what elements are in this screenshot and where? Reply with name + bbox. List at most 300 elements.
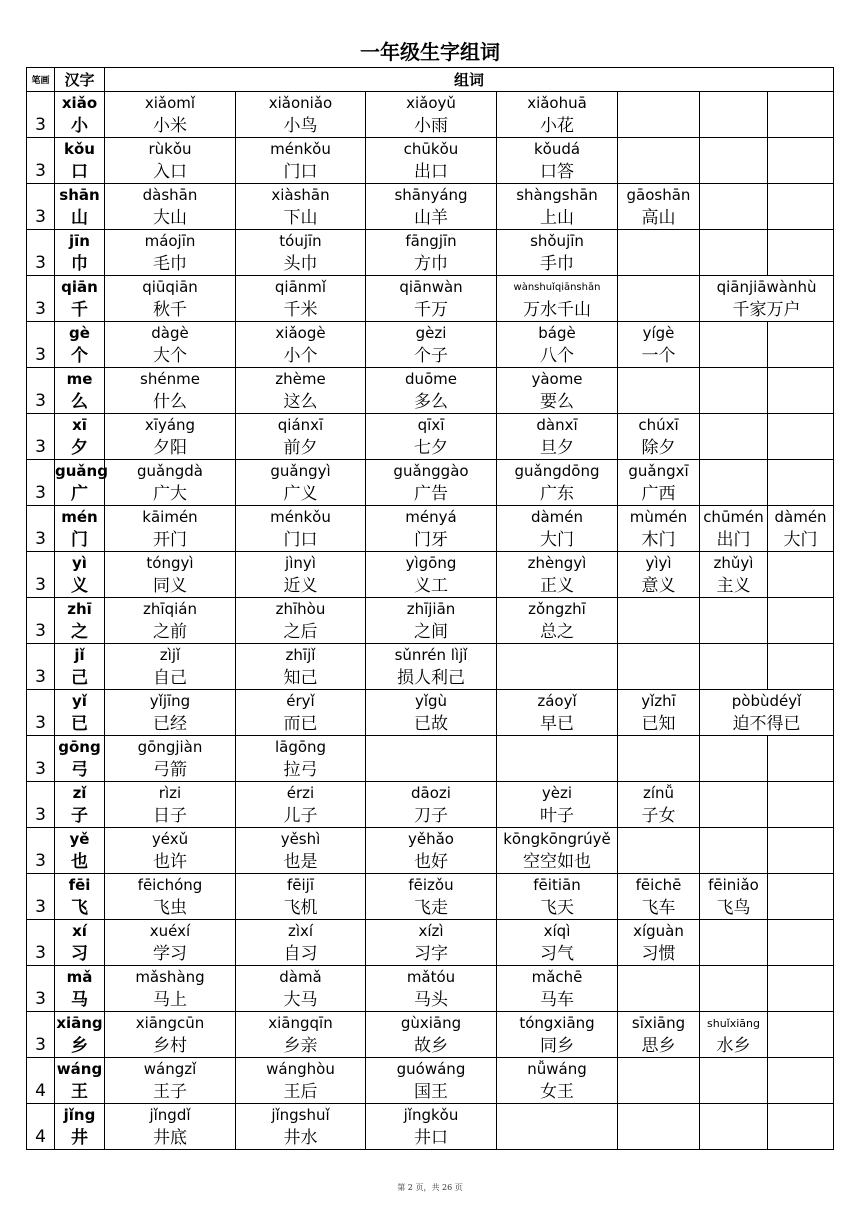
stroke-count: 3 [35,621,46,641]
table-row [27,690,834,736]
word-hanzi: 正义 [540,576,574,596]
character-pinyin: xī [72,416,87,434]
word-pinyin: yǐjīng [149,692,191,710]
word-pinyin: xuéxí [149,922,191,940]
word-hanzi: 木门 [641,530,676,550]
word-pinyin: shàngshān [516,186,598,204]
stroke-count-cell [27,736,55,782]
word-cell [105,552,236,598]
word-pinyin: zhījiān [406,600,456,618]
word-cell [366,230,497,276]
word-pinyin: kǒudá [533,140,581,158]
word-hanzi: 井底 [153,1128,187,1148]
word-cell [366,92,497,138]
word-cell [105,828,236,874]
word-pinyin: gùxiāng [400,1014,462,1032]
word-hanzi: 广大 [153,484,187,504]
word-cell [236,690,366,736]
word-cell [236,414,366,460]
word-cell [366,644,497,690]
word-cell [618,368,700,414]
table-row [27,782,834,828]
word-pinyin: xíqì [543,922,571,940]
word-hanzi: 王后 [283,1082,318,1102]
word-pinyin: xiàshān [271,186,330,204]
word-cell [768,598,834,644]
word-pinyin: fēichóng [137,876,203,894]
word-hanzi: 大门 [783,530,818,550]
stroke-count: 3 [35,299,46,319]
character-pinyin: xiǎo [61,94,98,112]
word-cell [236,1104,366,1150]
word-hanzi: 井水 [283,1128,318,1148]
word-cell [105,230,236,276]
stroke-count: 3 [35,161,46,181]
page-title: 一年级生字组词 [360,40,500,64]
character-hanzi: 弓 [71,760,88,780]
word-hanzi: 出门 [716,530,751,550]
stroke-count: 3 [35,713,46,733]
word-cell [700,874,768,920]
word-hanzi: 义工 [414,576,448,596]
word-cell [105,874,236,920]
word-cell [497,1012,618,1058]
word-pinyin: dàshān [142,186,198,204]
word-cell [618,920,700,966]
word-hanzi: 已经 [153,714,187,734]
word-hanzi: 刀子 [414,806,448,826]
word-cell [105,690,236,736]
word-hanzi: 知己 [283,668,318,688]
word-cell [366,782,497,828]
word-cell [700,920,768,966]
word-pinyin: yígè [642,324,675,342]
word-hanzi: 飞天 [540,898,574,918]
word-cell [366,966,497,1012]
word-cell [236,92,366,138]
word-hanzi: 手巾 [540,254,574,274]
character-pinyin: zǐ [72,784,87,802]
word-cell [105,966,236,1012]
word-cell [768,414,834,460]
word-hanzi: 广告 [414,484,448,504]
word-pinyin: tóujīn [279,232,322,250]
word-hanzi: 迫不得已 [732,714,801,734]
word-pinyin [768,920,833,943]
word-cell [618,598,700,644]
word-pinyin: yìyì [645,554,672,572]
word-hanzi: 高山 [641,208,676,228]
table-row [27,368,834,414]
word-pinyin [700,644,767,667]
stroke-count-cell [27,506,55,552]
word-cell [105,322,236,368]
word-pinyin: xíguàn [633,922,684,940]
word-cell [236,552,366,598]
word-cell [768,828,834,874]
word-pinyin [768,782,833,805]
stroke-count-cell [27,322,55,368]
word-pinyin: jǐngkǒu [403,1106,459,1124]
word-pinyin: xiāngqīn [268,1014,333,1032]
word-cell [497,598,618,644]
character-hanzi: 之 [71,622,88,642]
character-hanzi: 门 [71,530,88,550]
word-hanzi: 损人利己 [397,668,465,688]
word-hanzi: 习字 [414,944,448,964]
word-pinyin: qiánxī [277,416,324,434]
word-hanzi: 之间 [414,622,448,642]
word-cell [366,322,497,368]
character-cell [55,368,105,414]
stroke-count-cell [27,368,55,414]
word-pinyin: kōngkōngrúyě [503,830,611,848]
word-pinyin: fēitiān [533,876,581,894]
word-pinyin [618,736,699,759]
word-pinyin: zhèngyì [527,554,587,572]
word-hanzi: 也好 [414,852,448,872]
word-pinyin [700,1104,767,1127]
word-cell [497,414,618,460]
word-pinyin: dāozi [411,784,451,802]
character-cell [55,966,105,1012]
word-pinyin: yǐzhī [641,692,676,710]
word-cell [618,690,700,736]
character-pinyin: qiān [61,278,98,296]
word-pinyin: ménkǒu [270,508,331,526]
word-hanzi: 已故 [414,714,448,734]
word-pinyin [700,368,767,391]
word-cell [618,828,700,874]
character-hanzi: 乡 [71,1036,88,1056]
word-pinyin [768,1012,833,1035]
word-hanzi: 秋千 [153,300,187,320]
word-hanzi: 七夕 [414,438,448,458]
stroke-count-cell [27,690,55,736]
word-cell [768,1058,834,1104]
word-pinyin [618,92,699,115]
word-pinyin: chúxī [638,416,679,434]
word-cell [618,414,700,460]
word-cell [366,1058,497,1104]
header-stroke: 笔画 [27,68,55,92]
word-pinyin: shānyáng [394,186,468,204]
table-row [27,1058,834,1104]
word-cell [700,322,768,368]
word-cell [366,552,497,598]
word-pinyin [700,920,767,943]
character-cell [55,920,105,966]
word-pinyin [768,230,833,253]
character-cell [55,184,105,230]
word-pinyin [618,138,699,161]
word-pinyin [700,598,767,621]
character-cell [55,1104,105,1150]
word-hanzi: 开门 [153,530,187,550]
stroke-count: 3 [35,483,46,503]
word-hanzi: 除夕 [641,438,676,458]
word-cell [366,368,497,414]
table-row [27,552,834,598]
character-cell [55,414,105,460]
stroke-count: 3 [35,1035,46,1055]
character-pinyin: mén [61,508,98,526]
stroke-count: 3 [35,207,46,227]
word-cell [497,552,618,598]
word-pinyin [700,828,767,851]
word-cell [700,92,768,138]
word-hanzi: 早已 [540,714,574,734]
character-hanzi: 马 [71,990,88,1010]
character-cell [55,644,105,690]
word-pinyin: jǐngdǐ [149,1106,191,1124]
word-pinyin [768,828,833,851]
word-hanzi: 大马 [283,990,318,1010]
word-pinyin [768,1104,833,1127]
word-hanzi: 八个 [540,346,574,366]
word-cell [768,368,834,414]
word-cell [497,184,618,230]
word-hanzi: 意义 [641,576,676,596]
character-pinyin: shān [59,186,100,204]
word-hanzi: 子女 [641,806,676,826]
word-pinyin: zǒngzhī [528,600,586,618]
word-cell [497,230,618,276]
word-cell [366,460,497,506]
word-cell [700,690,834,736]
word-cell [700,276,834,322]
word-hanzi: 山羊 [414,208,448,228]
character-pinyin: yì [72,554,87,572]
word-pinyin [618,230,699,253]
character-hanzi: 井 [71,1128,88,1148]
word-hanzi: 同义 [153,576,187,596]
word-pinyin: mǎshàng [135,968,205,986]
word-hanzi: 之后 [283,622,318,642]
word-pinyin: sīxiāng [631,1014,686,1032]
word-cell [497,828,618,874]
stroke-count-cell [27,92,55,138]
word-pinyin [768,184,833,207]
word-hanzi: 总之 [540,622,574,642]
word-pinyin [700,460,767,483]
stroke-count-cell [27,414,55,460]
word-pinyin: guǎngyì [270,462,331,480]
word-pinyin: zhème [275,370,326,388]
word-hanzi: 下山 [283,208,318,228]
word-pinyin: xiǎomǐ [144,94,196,112]
word-pinyin: wànshuǐqiānshān [513,282,601,293]
word-cell [236,506,366,552]
word-hanzi: 乡村 [153,1036,187,1056]
word-cell [236,644,366,690]
word-pinyin [618,966,699,989]
word-pinyin: gāoshān [626,186,691,204]
word-pinyin [768,138,833,161]
word-pinyin: yěhǎo [408,830,454,848]
word-hanzi: 毛巾 [153,254,187,274]
word-hanzi: 马头 [414,990,448,1010]
word-pinyin [768,874,833,897]
stroke-count: 3 [35,529,46,549]
word-pinyin: guǎngxī [628,462,689,480]
word-cell [700,184,768,230]
word-hanzi: 主义 [716,576,751,596]
word-cell [105,1012,236,1058]
word-pinyin: gōngjiàn [137,738,203,756]
word-cell [618,966,700,1012]
word-hanzi: 头巾 [283,254,318,274]
word-hanzi: 出口 [414,162,448,182]
word-pinyin [768,1058,833,1081]
word-hanzi: 飞走 [414,898,448,918]
word-pinyin: xiǎoyǔ [406,94,456,112]
word-cell [700,736,768,782]
word-pinyin [700,184,767,207]
word-hanzi: 同乡 [540,1036,574,1056]
word-pinyin [366,736,496,759]
word-pinyin [700,322,767,345]
word-cell [618,92,700,138]
word-table [26,67,834,1150]
word-cell [236,598,366,644]
word-pinyin [700,782,767,805]
word-hanzi: 之前 [153,622,187,642]
word-cell [618,736,700,782]
word-pinyin: wángzǐ [143,1060,197,1078]
word-cell [497,506,618,552]
word-hanzi: 自己 [153,668,187,688]
word-pinyin [618,276,699,299]
word-cell [768,736,834,782]
character-cell [55,92,105,138]
stroke-count-cell [27,874,55,920]
word-pinyin: zhīqián [143,600,197,618]
word-pinyin: záoyǐ [537,692,577,710]
character-pinyin: kǒu [64,140,95,158]
word-hanzi: 而已 [283,714,318,734]
word-cell [236,138,366,184]
word-cell [366,828,497,874]
word-pinyin [768,966,833,989]
word-hanzi: 千家万户 [732,300,801,320]
word-hanzi: 旦夕 [540,438,574,458]
word-pinyin [497,644,617,667]
stroke-count: 3 [35,851,46,871]
word-pinyin: xiǎogè [275,324,326,342]
table-row [27,828,834,874]
table-row [27,920,834,966]
word-hanzi: 广东 [540,484,574,504]
stroke-count: 3 [35,759,46,779]
word-pinyin [700,92,767,115]
word-cell [236,184,366,230]
word-pinyin: ménkǒu [270,140,331,158]
word-pinyin [700,966,767,989]
page-footer: 第 2 页，共 26 页 [397,1183,463,1192]
word-pinyin: chūmén [703,508,764,526]
character-cell [55,276,105,322]
word-pinyin: xiǎohuā [527,94,587,112]
stroke-count: 3 [35,667,46,687]
word-pinyin: qiānmǐ [274,278,327,296]
word-pinyin: fēiniǎo [708,876,759,894]
stroke-count: 3 [35,897,46,917]
word-hanzi: 国王 [414,1082,448,1102]
word-hanzi: 入口 [153,162,187,182]
word-pinyin: shǒujīn [530,232,584,250]
word-pinyin: kāimén [142,508,198,526]
word-cell [768,460,834,506]
word-hanzi: 夕阳 [153,438,187,458]
word-pinyin: zìjǐ [159,646,181,664]
word-pinyin: guǎngdōng [514,462,600,480]
character-cell [55,736,105,782]
word-hanzi: 多么 [414,392,448,412]
word-cell [497,368,618,414]
table-row [27,230,834,276]
stroke-count: 3 [35,391,46,411]
stroke-count: 3 [35,437,46,457]
word-cell [768,1104,834,1150]
word-hanzi: 广西 [641,484,676,504]
word-cell [105,920,236,966]
word-cell [497,920,618,966]
word-cell [105,138,236,184]
word-cell [236,874,366,920]
character-pinyin: jīn [69,232,90,250]
word-cell [618,1058,700,1104]
word-hanzi: 小个 [283,346,318,366]
character-pinyin: gōng [58,738,101,756]
word-hanzi: 空空如也 [523,852,591,872]
word-cell [700,552,768,598]
word-cell [366,690,497,736]
word-hanzi: 弓箭 [153,760,187,780]
word-pinyin: zìxí [287,922,314,940]
word-cell [768,138,834,184]
character-hanzi: 子 [71,806,88,826]
word-cell [236,460,366,506]
word-cell [700,782,768,828]
table-header-row [27,68,834,92]
word-hanzi: 千万 [414,300,448,320]
word-cell [497,460,618,506]
word-hanzi: 门口 [283,530,318,550]
word-hanzi: 拉弓 [283,760,318,780]
table-row [27,138,834,184]
word-hanzi: 广义 [283,484,318,504]
word-cell [105,1104,236,1150]
word-pinyin: ményá [405,508,457,526]
word-cell [618,138,700,184]
word-pinyin: fēichē [635,876,682,894]
word-pinyin: pòbùdéyǐ [731,692,802,710]
word-cell [700,598,768,644]
stroke-count: 3 [35,805,46,825]
word-pinyin [700,230,767,253]
table-row [27,966,834,1012]
character-hanzi: 小 [71,116,88,136]
word-pinyin [497,1104,617,1127]
table-body [27,92,834,1150]
character-pinyin: xí [72,922,87,940]
word-pinyin: chūkǒu [403,140,459,158]
word-cell [618,184,700,230]
word-pinyin: xīyáng [144,416,196,434]
character-hanzi: 巾 [71,254,88,274]
stroke-count-cell [27,966,55,1012]
